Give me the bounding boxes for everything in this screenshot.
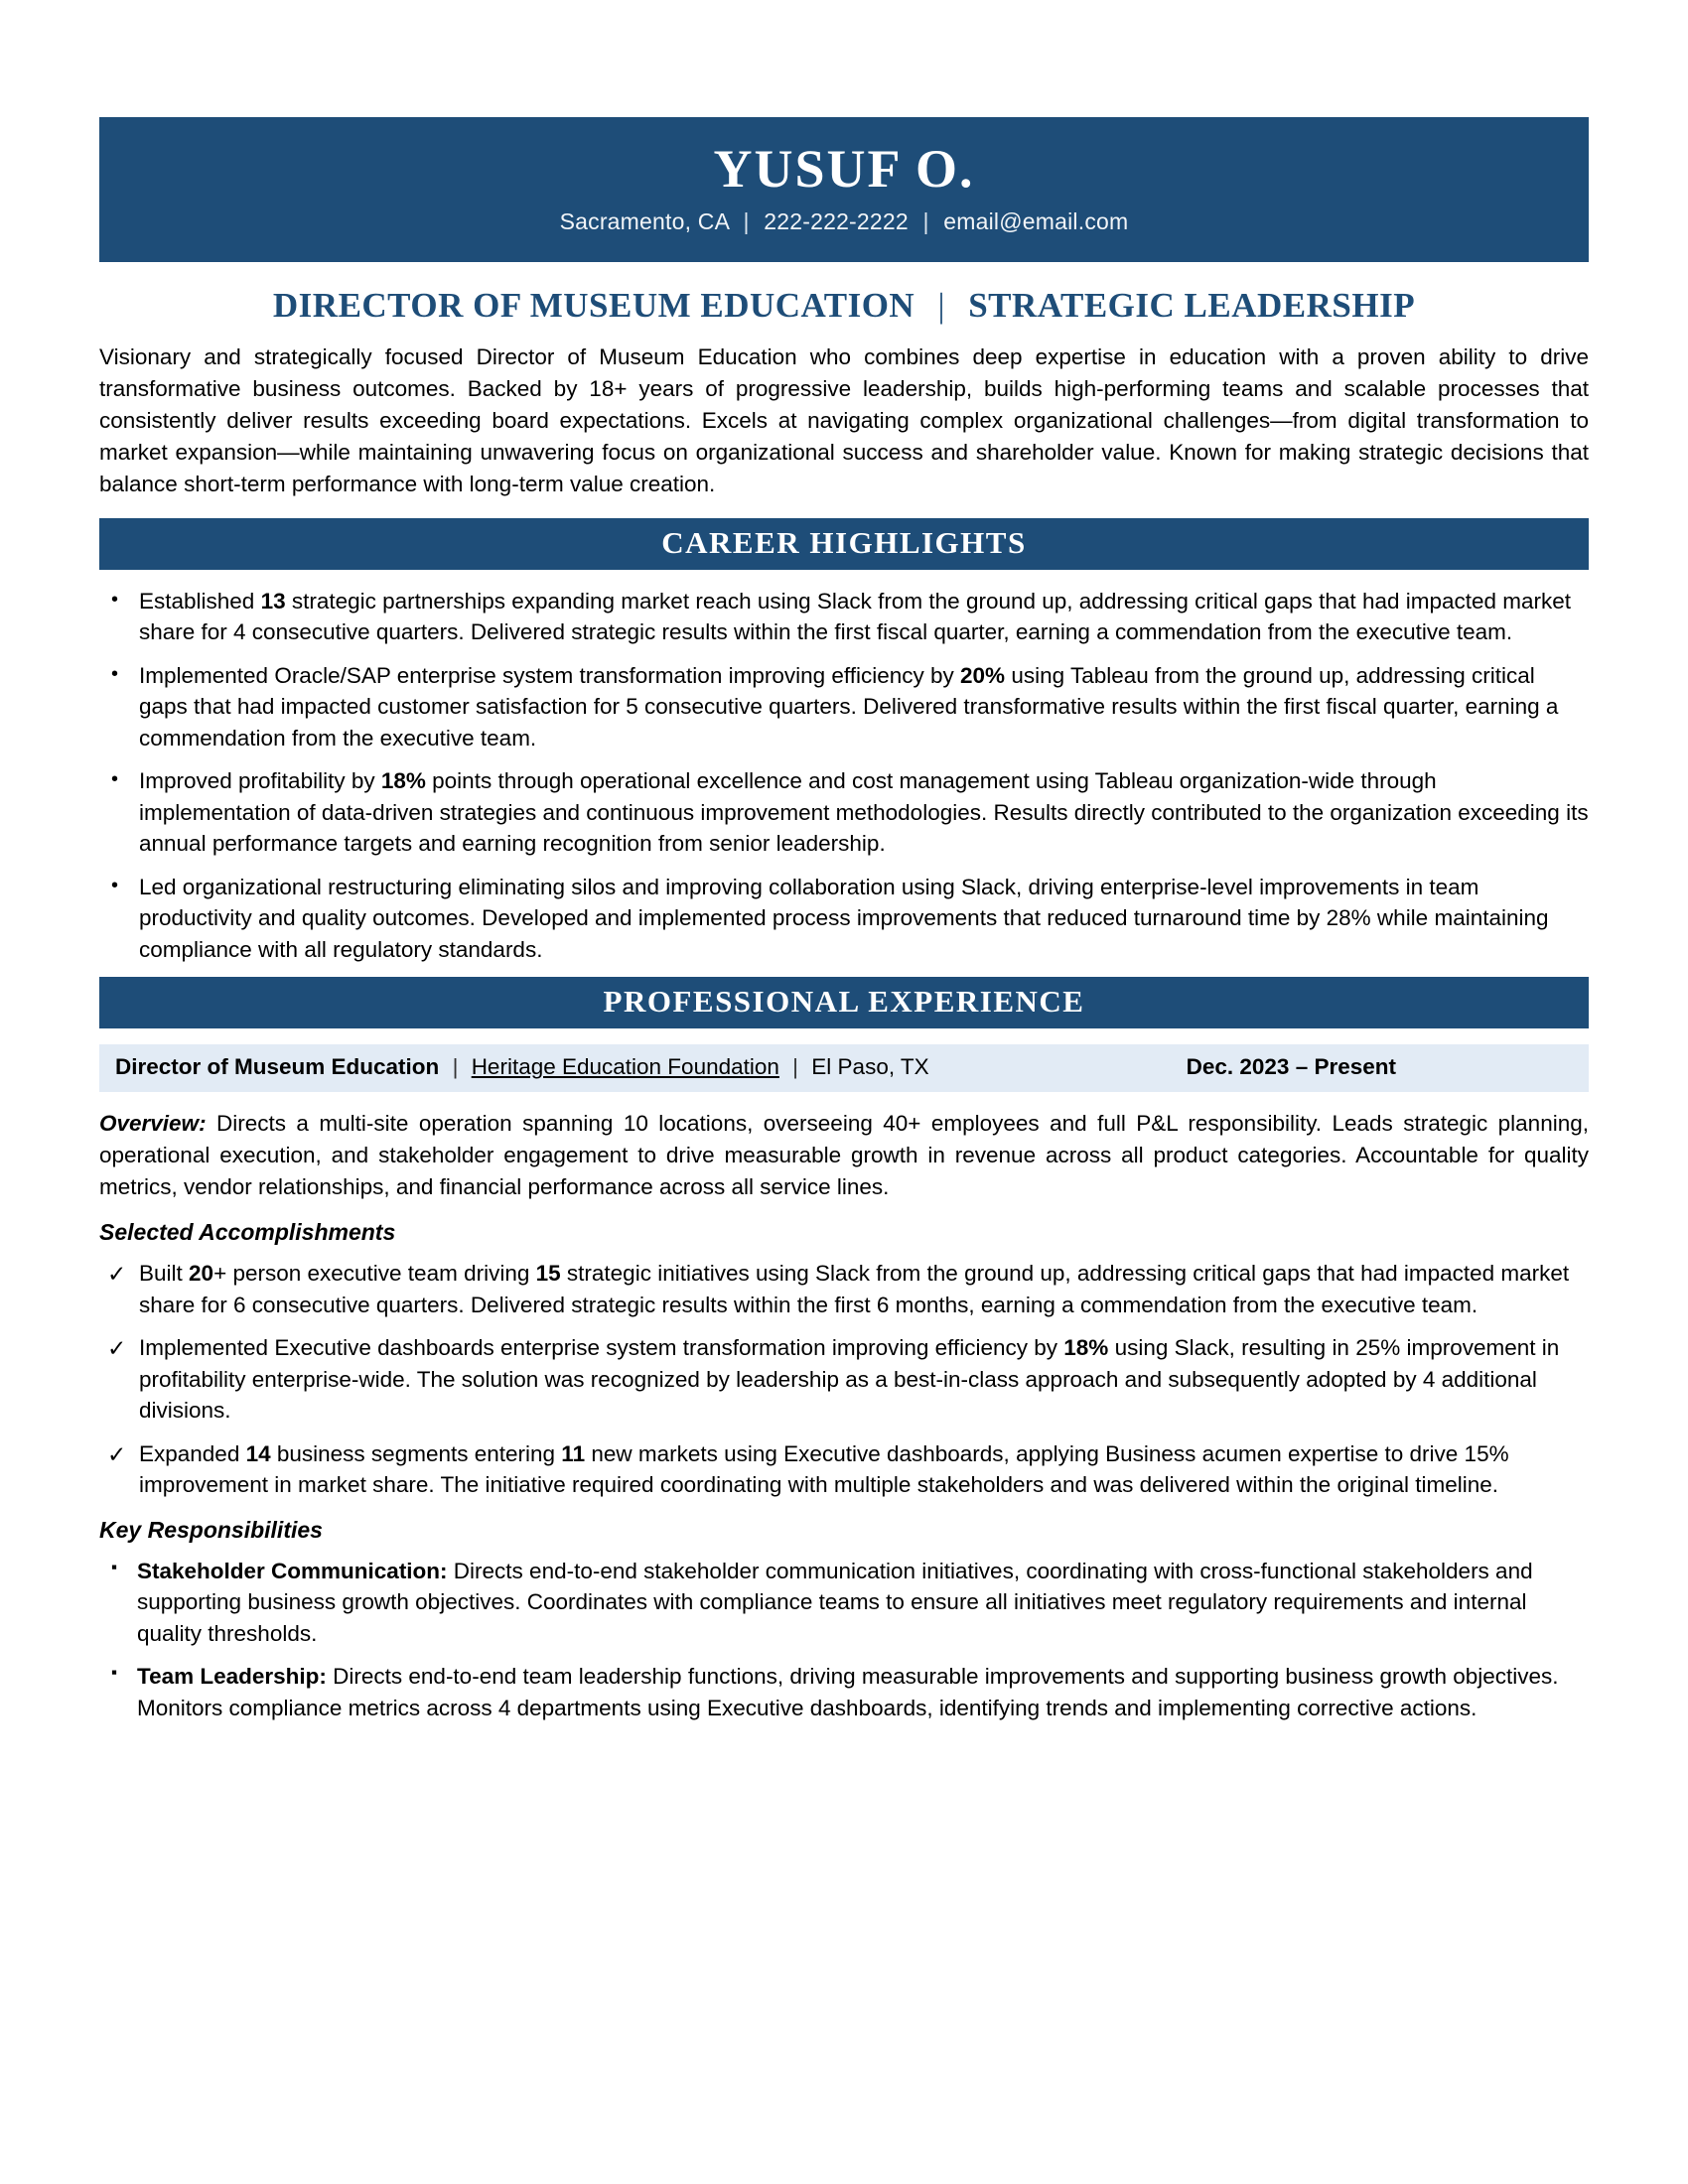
career-highlights-list xyxy=(99,586,1589,966)
list-item xyxy=(99,765,1589,860)
check-icon: ✓ xyxy=(107,1261,127,1288)
headline-left: DIRECTOR OF MUSEUM EDUCATION xyxy=(272,286,915,326)
list-item-emphasis: Stakeholder Communication: xyxy=(137,1558,448,1583)
section-header-professional-experience: PROFESSIONAL EXPERIENCE xyxy=(99,977,1589,1028)
list-item-text: + person executive team driving xyxy=(213,1261,536,1287)
list-item-text: Established xyxy=(139,588,261,614)
bullet-dot-icon: • xyxy=(111,662,119,685)
contact-separator-1: | xyxy=(743,208,750,235)
selected-accomplishments-block xyxy=(99,1219,1589,1501)
list-item-text: Built xyxy=(139,1261,190,1287)
list-item-text: strategic partnerships expanding market reach using Slack from the ground up, addressing critical gaps that had impacted market share for 4 consecutive quarters. Delivered strategic results within the first fiscal quarter, earning a commendation from the executive team. xyxy=(139,588,1572,645)
list-item xyxy=(99,1556,1589,1650)
list-item-emphasis: 18% xyxy=(380,768,426,794)
resume-header-band xyxy=(99,117,1589,262)
job-entry-header xyxy=(99,1044,1589,1092)
resume-sheet xyxy=(99,0,1589,1739)
section-header-career-highlights: CAREER HIGHLIGHTS xyxy=(99,518,1589,570)
job-date-range: Dec. 2023 – Present xyxy=(1186,1054,1396,1080)
list-item-text: Expanded xyxy=(139,1440,246,1466)
professional-headline xyxy=(99,286,1589,326)
list-item-emphasis: 13 xyxy=(260,588,286,614)
list-item-text: Directs end-to-end stakeholder communication initiatives, coordinating with cross-functional stakeholders and supporting business growth objectives. Coordinates with compliance teams to ensure all initiatives meet regulatory requirements and internal quality thresholds. xyxy=(137,1558,1533,1646)
bullet-dot-icon: • xyxy=(111,588,119,611)
list-item xyxy=(99,1332,1589,1427)
list-item-emphasis: 20 xyxy=(189,1261,214,1287)
list-item-emphasis: 20% xyxy=(960,662,1006,688)
job-location: El Paso, TX xyxy=(811,1054,929,1080)
candidate-name: YUSUF O. xyxy=(713,139,975,199)
list-item-text: strategic initiatives using Slack from the ground up, addressing critical gaps that had impacted market share for 6 consecutive quarters. Delivered strategic results within the first 6 months, earning a commendation from the executive team. xyxy=(139,1261,1570,1317)
list-item xyxy=(99,1258,1589,1320)
selected-accomplishments-list xyxy=(99,1258,1589,1501)
job-title: Director of Museum Education xyxy=(115,1054,440,1080)
list-item xyxy=(99,1661,1589,1723)
list-item xyxy=(99,872,1589,966)
list-item-text: Implemented Executive dashboards enterprise system transformation improving efficiency by xyxy=(139,1335,1064,1361)
key-responsibilities-block xyxy=(99,1517,1589,1724)
contact-line xyxy=(99,208,1589,236)
check-icon: ✓ xyxy=(107,1440,127,1467)
list-item-text: Directs end-to-end team leadership functions, driving measurable improvements and supporting business growth objectives. Monitors compliance metrics across 4 departments using Executive dashboards, identifying trends and implementing corrective actions. xyxy=(137,1664,1559,1720)
list-item-text: points through operational excellence and cost management using Tableau organization-wide through implementation of data-driven strategies and continuous improvement methodologies. Results directly contributed to the organization exceeding its annual performance targets and earning recognition from senior leadership. xyxy=(139,768,1589,857)
job-separator-2: | xyxy=(792,1054,799,1080)
headline-divider: | xyxy=(937,286,945,326)
contact-email[interactable]: email@email.com xyxy=(943,208,1129,235)
contact-separator-2: | xyxy=(922,208,929,235)
selected-accomplishments-heading: Selected Accomplishments xyxy=(99,1219,396,1246)
list-item xyxy=(99,1438,1589,1501)
bullet-square-icon: ▪ xyxy=(111,1663,118,1683)
job-overview-label: Overview: xyxy=(99,1111,207,1137)
list-item-emphasis: 11 xyxy=(561,1440,586,1466)
list-item-text: Implemented Oracle/SAP enterprise system transformation improving efficiency by xyxy=(139,662,961,688)
list-item-emphasis: 14 xyxy=(245,1440,271,1466)
key-responsibilities-heading: Key Responsibilities xyxy=(99,1516,323,1543)
job-separator-1: | xyxy=(452,1054,459,1080)
list-item-text: Improved profitability by xyxy=(139,768,381,794)
list-item-text: business segments entering xyxy=(270,1440,562,1466)
headline-right: STRATEGIC LEADERSHIP xyxy=(968,286,1416,326)
list-item-text: using Slack, resulting in 25% improvement in profitability enterprise-wide. The solution was recognized by leadership as a best-in-class approach and subsequently adopted by 4 additional divisions. xyxy=(139,1335,1560,1424)
list-item-text: Led organizational restructuring eliminating silos and improving collaboration using Slack, driving enterprise-level improvements in team productivity and quality outcomes. Developed and implemented process improvements that reduced turnaround time by 28% while maintaining compliance with all regulatory standards. xyxy=(139,874,1549,962)
list-item-emphasis: Team Leadership: xyxy=(137,1664,327,1690)
job-overview-text: Directs a multi-site operation spanning 10 locations, overseeing 40+ employees and full P&L responsibility. Leads strategic planning, operational execution, and stakeholder engagement to drive measurable growth in revenue across all product categories. Accountable for quality metrics, vendor relationships, and financial performance across all service lines. xyxy=(99,1111,1589,1200)
job-overview xyxy=(99,1108,1589,1203)
bullet-dot-icon: • xyxy=(111,874,119,896)
bullet-dot-icon: • xyxy=(111,768,119,791)
contact-location: Sacramento, CA xyxy=(559,208,729,235)
list-item-text: using Tableau from the ground up, addressing critical gaps that had impacted customer satisfaction for 5 consecutive quarters. Delivered transformative results within the first fiscal quarter, earning a commendation from the executive team. xyxy=(139,662,1559,751)
bullet-square-icon: ▪ xyxy=(111,1557,118,1576)
job-company[interactable]: Heritage Education Foundation xyxy=(471,1054,779,1080)
key-responsibilities-list xyxy=(99,1556,1589,1724)
professional-summary: Visionary and strategically focused Director of Museum Education who combines deep expertise in education with a proven ability to drive transformative business outcomes. Backed by 18+ years of progressive leadership, builds high-performing teams and scalable processes that consistently deliver results exceeding board expectations. Excels at navigating complex organizational challenges—from digital transformation to market expansion—while maintaining unwavering focus on organizational success and shareholder value. Known for making strategic decisions that balance short-term performance with long-term value creation. xyxy=(99,344,1589,496)
list-item-text: new markets using Executive dashboards, applying Business acumen expertise to drive 15% improvement in market share. The initiative required coordinating with multiple stakeholders and was delivered within the original timeline. xyxy=(139,1440,1509,1498)
check-icon: ✓ xyxy=(107,1335,127,1362)
list-item xyxy=(99,660,1589,754)
contact-phone[interactable]: 222-222-2222 xyxy=(764,208,909,235)
job-identity xyxy=(115,1053,929,1081)
list-item xyxy=(99,586,1589,648)
list-item-emphasis: 18% xyxy=(1063,1335,1109,1361)
list-item-emphasis: 15 xyxy=(535,1261,561,1287)
